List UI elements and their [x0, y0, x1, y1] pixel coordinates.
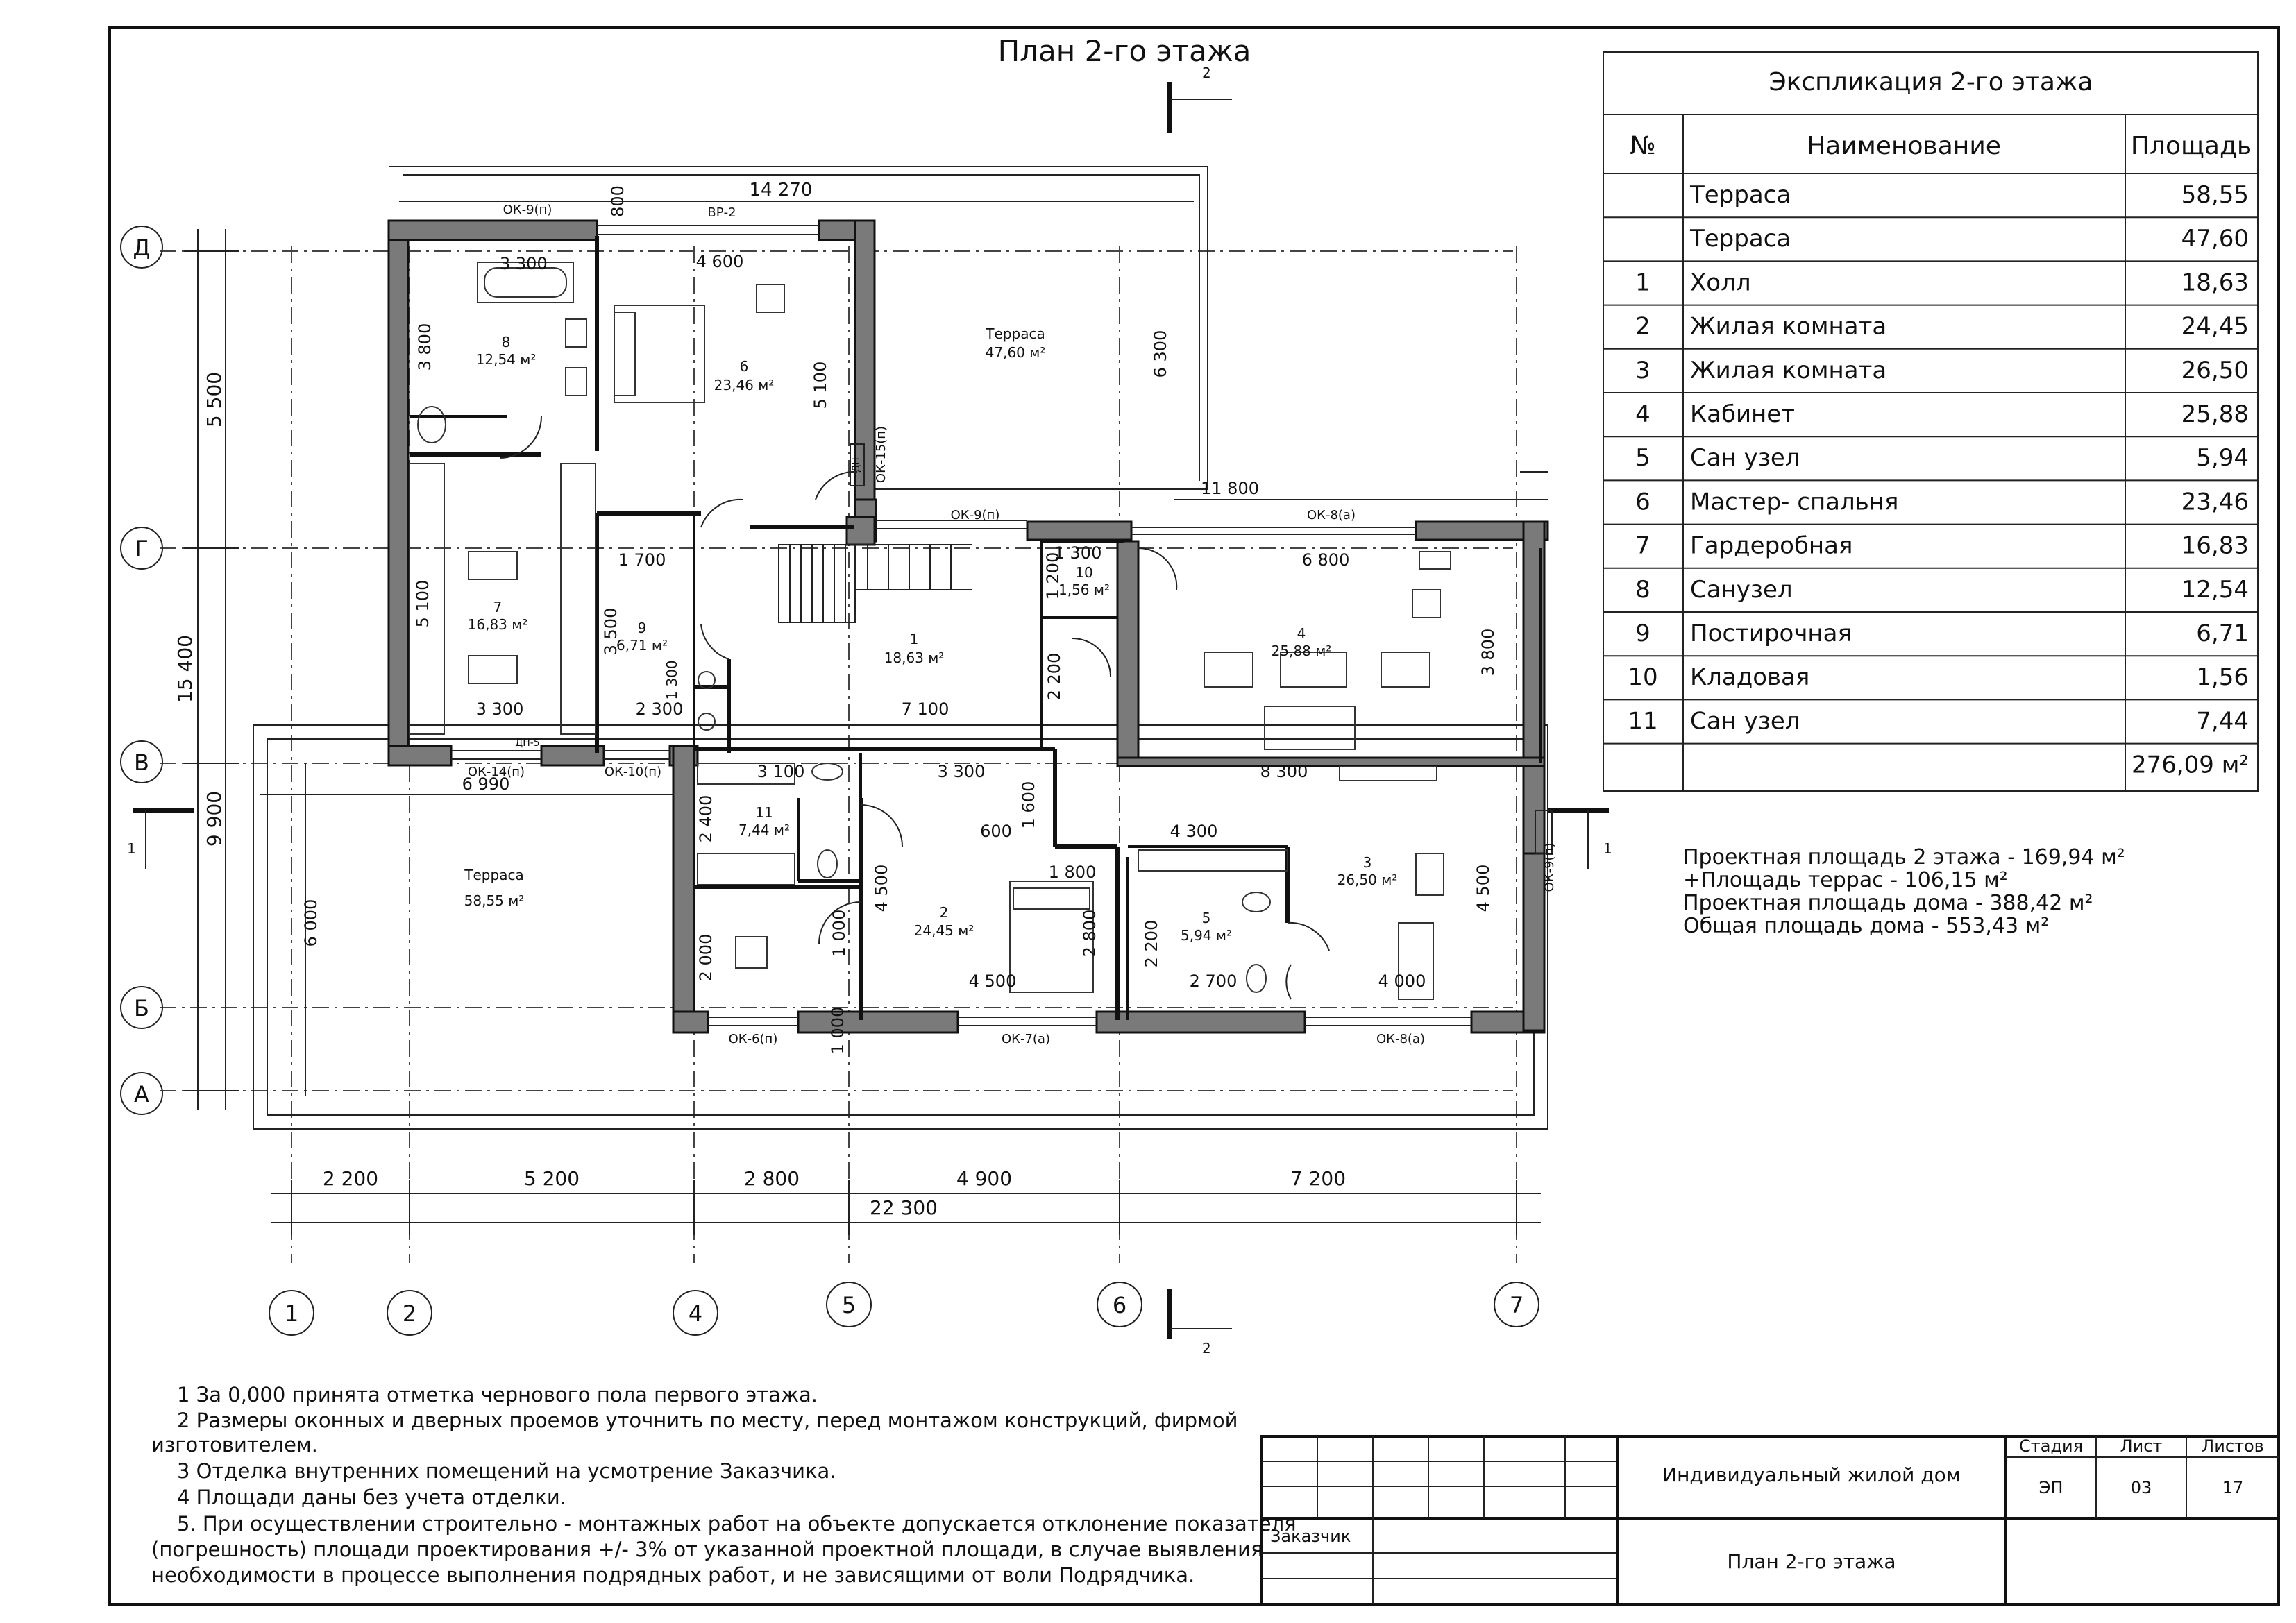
furniture	[410, 262, 1451, 999]
svg-text:4: 4	[1297, 625, 1306, 642]
explication-row-number: 2	[1635, 312, 1651, 341]
explication-row-name: Гардеробная	[1690, 532, 1853, 560]
svg-text:2 300: 2 300	[635, 699, 684, 719]
svg-text:7 100: 7 100	[901, 699, 949, 719]
svg-text:ОК-10(п): ОК-10(п)	[604, 765, 662, 779]
svg-text:1 300: 1 300	[664, 660, 680, 700]
svg-text:4 500: 4 500	[1474, 864, 1493, 912]
svg-text:2 400: 2 400	[696, 794, 716, 843]
svg-text:7: 7	[1509, 1292, 1524, 1318]
svg-text:11: 11	[755, 804, 773, 821]
svg-text:10: 10	[1075, 564, 1093, 581]
svg-text:1 200: 1 200	[1043, 552, 1063, 600]
svg-text:3 800: 3 800	[1478, 628, 1498, 677]
svg-text:Проектная площадь дома - 388,4: Проектная площадь дома - 388,42 м²	[1683, 891, 2093, 915]
explication-row-name: Мастер- спальня	[1690, 488, 1899, 516]
armchair-icon	[1381, 652, 1430, 687]
svg-text:8: 8	[501, 334, 511, 350]
project-name: Индивидуальный жилой дом	[1662, 1463, 1961, 1486]
svg-text:2 200: 2 200	[1142, 919, 1161, 968]
svg-text:14 270: 14 270	[749, 180, 813, 201]
left-dimensions	[174, 229, 321, 1110]
svg-text:ОК-9(п): ОК-9(п)	[503, 203, 552, 217]
svg-text:1: 1	[284, 1300, 299, 1327]
svg-text:ОК-8(а): ОК-8(а)	[1376, 1032, 1425, 1046]
svg-text:А: А	[134, 1081, 149, 1107]
svg-text:9 900: 9 900	[203, 790, 226, 847]
svg-text:24,45 м²: 24,45 м²	[913, 922, 974, 939]
svg-text:№: №	[1630, 132, 1656, 160]
svg-text:6 800: 6 800	[1301, 550, 1350, 570]
svg-text:2 700: 2 700	[1189, 971, 1238, 991]
svg-text:2 800: 2 800	[743, 1167, 800, 1190]
explication-row-area: 24,45	[2181, 312, 2249, 341]
svg-text:600: 600	[980, 822, 1012, 841]
svg-text:4 900: 4 900	[956, 1167, 1013, 1190]
building-walls	[389, 221, 1548, 1033]
svg-text:7,44 м²: 7,44 м²	[738, 822, 790, 838]
explication-row-number: 11	[1628, 707, 1658, 736]
explication-row-name: Холл	[1690, 269, 1751, 297]
svg-text:12,54 м²: 12,54 м²	[475, 351, 537, 368]
explication-row-number: 6	[1635, 488, 1651, 516]
explication-row-area: 1,56	[2196, 663, 2249, 692]
svg-text:17: 17	[2222, 1478, 2244, 1497]
terrace-upper-area: 47,60 м²	[985, 344, 1046, 361]
stamp-sheet-title: План 2-го этажа	[1727, 1550, 1896, 1573]
svg-text:2 200: 2 200	[322, 1167, 379, 1190]
svg-text:2: 2	[1202, 1340, 1211, 1357]
svg-text:2: 2	[402, 1300, 417, 1327]
explication-row-name: Постирочная	[1690, 620, 1852, 647]
svg-text:изготовителем.: изготовителем.	[151, 1433, 319, 1456]
svg-text:4 600: 4 600	[695, 252, 744, 271]
svg-text:+Площадь террас - 106,15 м²: +Площадь террас - 106,15 м²	[1683, 868, 2008, 892]
upper-terrace	[389, 167, 1548, 500]
svg-text:ОК-8(а): ОК-8(а)	[1307, 508, 1356, 522]
explication-row-area: 58,55	[2181, 181, 2249, 209]
svg-text:4 000: 4 000	[1378, 971, 1426, 991]
sofa-icon	[1265, 706, 1355, 749]
svg-text:Стадия: Стадия	[2018, 1436, 2084, 1456]
explication-row-number: 4	[1635, 400, 1651, 428]
svg-text:3: 3	[1362, 854, 1372, 871]
svg-text:2: 2	[939, 904, 949, 921]
svg-text:ОК-7(а): ОК-7(а)	[1002, 1032, 1050, 1046]
svg-text:23,46 м²: 23,46 м²	[714, 377, 775, 393]
svg-text:2 Размеры оконных и дверных пр: 2 Размеры оконных и дверных проемов уточнить по месту, перед монтажом конструкций, фирмой	[177, 1409, 1238, 1432]
svg-text:1 600: 1 600	[1019, 781, 1038, 829]
svg-text:4 500: 4 500	[968, 971, 1017, 991]
terrace-lower-label: Терраса	[464, 867, 524, 883]
svg-text:4: 4	[688, 1300, 703, 1327]
svg-text:Д: Д	[133, 235, 151, 261]
svg-text:Проектная площадь 2 этажа - 16: Проектная площадь 2 этажа - 169,94 м²	[1683, 845, 2125, 869]
explication-row-name: Кабинет	[1690, 400, 1795, 428]
svg-text:2 800: 2 800	[1080, 909, 1099, 958]
svg-text:1: 1	[909, 631, 919, 647]
explication-row-area: 276,09 м²	[2131, 751, 2249, 779]
svg-text:15 400: 15 400	[174, 635, 196, 703]
svg-text:4 300: 4 300	[1170, 822, 1218, 841]
explication-row-name: Санузел	[1690, 575, 1793, 604]
explication-title: Экспликация 2-го этажа	[1769, 68, 2093, 96]
axis-grid	[160, 246, 1517, 1263]
svg-text:16,83 м²: 16,83 м²	[467, 616, 528, 633]
svg-text:1 300: 1 300	[1054, 543, 1102, 563]
svg-text:Площадь: Площадь	[2130, 132, 2252, 160]
explication-row-name: Жилая комната	[1690, 312, 1887, 341]
svg-text:Б: Б	[134, 995, 149, 1021]
section-mark-top	[1170, 65, 1232, 133]
armchair-icon	[1204, 652, 1253, 687]
svg-text:1 000: 1 000	[829, 909, 849, 958]
svg-text:6,71 м²: 6,71 м²	[616, 637, 668, 654]
explication-row-number: 3	[1635, 356, 1651, 384]
svg-text:6: 6	[1112, 1292, 1127, 1318]
svg-text:5: 5	[841, 1292, 856, 1318]
svg-text:3 300: 3 300	[475, 699, 524, 719]
section-mark-left	[127, 810, 194, 869]
svg-text:3 800: 3 800	[415, 323, 434, 371]
svg-text:ОК-9(п): ОК-9(п)	[950, 508, 1000, 522]
explication-row-number: 10	[1628, 663, 1658, 692]
svg-text:ДН: ДН	[851, 457, 862, 473]
bottom-dimensions	[271, 1167, 1541, 1235]
svg-text:1: 1	[127, 840, 136, 857]
bed-icon	[614, 305, 704, 402]
explication-row-name: Терраса	[1690, 181, 1791, 209]
svg-text:Г: Г	[135, 536, 149, 562]
col-axis-labels	[269, 1282, 1539, 1335]
row-axis-labels	[121, 226, 162, 1114]
svg-text:3 Отделка внутренних помещений: 3 Отделка внутренних помещений на усмотрение Заказчика.	[177, 1459, 836, 1483]
explication-row-area: 16,83	[2181, 532, 2249, 560]
svg-text:ОК-14(п): ОК-14(п)	[467, 765, 525, 779]
svg-text:5 200: 5 200	[523, 1167, 580, 1190]
svg-text:6 300: 6 300	[1151, 330, 1170, 378]
svg-text:1 000: 1 000	[828, 1006, 847, 1055]
explication-table	[1603, 52, 2258, 791]
svg-text:22 300: 22 300	[870, 1196, 938, 1219]
explication-row-area: 12,54	[2181, 575, 2249, 604]
svg-text:03: 03	[2130, 1478, 2152, 1497]
svg-text:9: 9	[637, 620, 647, 636]
explication-row-name: Жилая комната	[1690, 356, 1887, 384]
svg-text:6 000: 6 000	[301, 899, 321, 947]
svg-text:7: 7	[493, 599, 503, 615]
svg-text:25,88 м²: 25,88 м²	[1271, 643, 1332, 659]
explication-row-name: Кладовая	[1690, 663, 1810, 692]
svg-text:7 200: 7 200	[1290, 1167, 1347, 1190]
svg-text:5. При осуществлении строитель: 5. При осуществлении строительно - монтажных работ на объекте допускается отклонение показателя	[177, 1512, 1297, 1536]
section-mark-bottom	[1170, 1289, 1232, 1357]
svg-text:2 200: 2 200	[1045, 652, 1064, 701]
explication-row-name: Терраса	[1690, 225, 1791, 253]
svg-text:3 500: 3 500	[601, 607, 621, 656]
sink-icon	[566, 319, 586, 347]
svg-text:(погрешность) площади проектир: (погрешность) площади проектирования +/- 3% от указанной проектной площади, в случае выявления	[151, 1538, 1263, 1561]
svg-text:В: В	[134, 749, 149, 776]
explication-row-number: 1	[1635, 269, 1651, 297]
svg-text:Наименование: Наименование	[1807, 132, 2001, 160]
terrace-upper-label: Терраса	[986, 325, 1045, 342]
lower-terrace	[253, 725, 1548, 1129]
svg-text:6: 6	[739, 358, 749, 375]
svg-text:ОК-15(п): ОК-15(п)	[874, 425, 888, 484]
svg-text:1: 1	[1603, 840, 1612, 857]
svg-text:5: 5	[1201, 910, 1211, 926]
svg-text:ОК-6(п): ОК-6(п)	[728, 1032, 778, 1046]
svg-text:1,56 м²: 1,56 м²	[1058, 581, 1110, 598]
explication-row-area: 23,46	[2181, 488, 2249, 516]
svg-text:Лист: Лист	[2120, 1436, 2163, 1456]
svg-text:26,50 м²: 26,50 м²	[1337, 872, 1398, 888]
svg-text:5,94 м²: 5,94 м²	[1181, 927, 1232, 944]
svg-text:6 990: 6 990	[462, 774, 510, 794]
stairs	[779, 545, 972, 622]
svg-text:8 300: 8 300	[1260, 762, 1308, 781]
svg-text:1 700: 1 700	[618, 550, 666, 570]
svg-text:2 000: 2 000	[696, 933, 716, 982]
explication-row-area: 26,50	[2181, 356, 2249, 384]
explication-row-area: 7,44	[2196, 707, 2249, 736]
svg-text:5 100: 5 100	[811, 361, 830, 409]
explication-row-name: Сан узел	[1690, 444, 1800, 473]
toilet-icon	[418, 407, 446, 443]
sheet-title: План 2-го этажа	[997, 34, 1251, 68]
svg-text:800: 800	[608, 185, 627, 217]
explication-row-number: 7	[1635, 532, 1651, 560]
section-mark-right	[1548, 810, 1612, 869]
sheet-frame	[110, 28, 2279, 1604]
svg-text:5 100: 5 100	[413, 579, 432, 628]
svg-text:3 300: 3 300	[500, 254, 548, 273]
general-notes	[151, 1383, 1297, 1587]
svg-text:2: 2	[1202, 65, 1211, 81]
svg-text:1 800: 1 800	[1048, 863, 1097, 882]
svg-text:3 100: 3 100	[757, 762, 805, 781]
svg-text:3 300: 3 300	[937, 762, 986, 781]
explication-row-area: 6,71	[2196, 620, 2249, 647]
explication-row-area: 5,94	[2196, 444, 2249, 473]
svg-text:необходимости в процессе выпол: необходимости в процессе выполнения подрядных работ, и не зависящими от воли Подрядчика.	[151, 1563, 1195, 1587]
svg-text:ДН-5: ДН-5	[515, 738, 540, 749]
explication-row-area: 47,60	[2181, 225, 2249, 253]
svg-text:18,63 м²: 18,63 м²	[884, 649, 945, 666]
svg-text:4 Площади даны без учета отдел: 4 Площади даны без учета отделки.	[177, 1486, 566, 1509]
explication-row-area: 18,63	[2181, 269, 2249, 297]
sink-icon	[566, 368, 586, 396]
terrace-lower-area: 58,55 м²	[464, 892, 525, 909]
customer-label: Заказчик	[1270, 1527, 1351, 1546]
title-block	[1262, 1436, 2279, 1604]
explication-row-number: 9	[1635, 620, 1651, 647]
explication-row-name: Сан узел	[1690, 707, 1800, 736]
svg-text:Общая площадь дома - 553,43 м²: Общая площадь дома - 553,43 м²	[1683, 914, 2050, 938]
svg-text:5 500: 5 500	[203, 371, 226, 428]
area-summary	[1683, 845, 2125, 938]
explication-row-number: 5	[1635, 444, 1651, 473]
svg-text:ЭП: ЭП	[2038, 1478, 2063, 1497]
svg-text:4 500: 4 500	[872, 864, 891, 912]
svg-text:ВР-2: ВР-2	[707, 205, 736, 220]
svg-text:1 За 0,000 принята отметка чер: 1 За 0,000 принята отметка чернового пола первого этажа.	[177, 1383, 818, 1407]
svg-text:ОК-9(п): ОК-9(п)	[1542, 842, 1557, 892]
explication-row-area: 25,88	[2181, 400, 2249, 428]
explication-row-number: 8	[1635, 575, 1651, 604]
svg-text:Листов: Листов	[2202, 1436, 2264, 1456]
svg-text:11 800: 11 800	[1201, 479, 1259, 498]
